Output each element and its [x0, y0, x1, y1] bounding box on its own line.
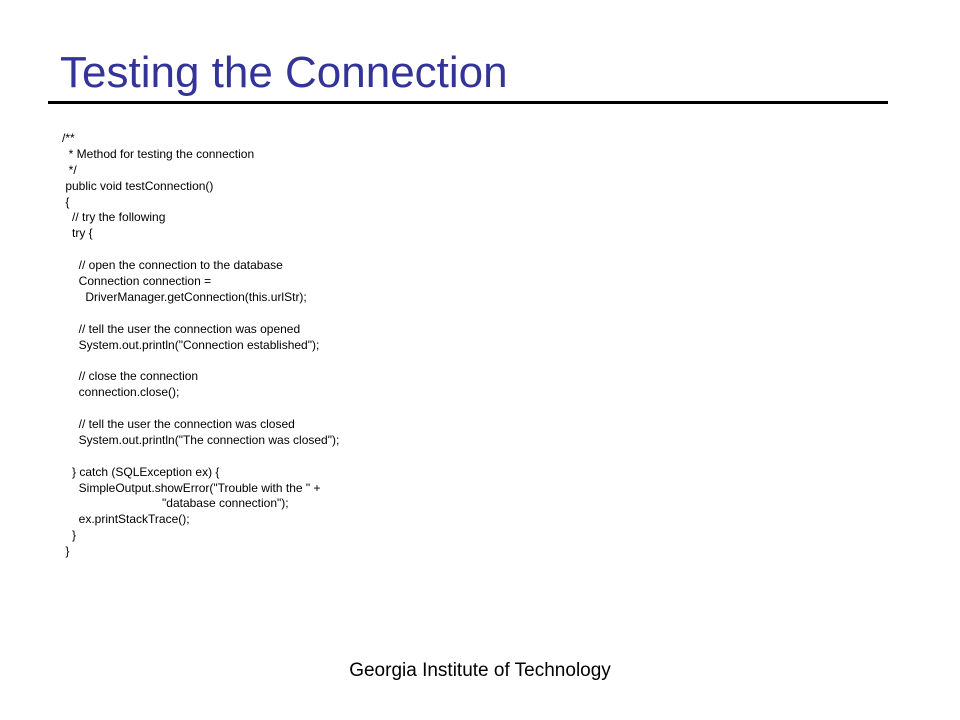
- slide-footer: Georgia Institute of Technology: [349, 660, 611, 681]
- code-line: Connection connection =: [62, 274, 215, 289]
- code-line: {: [62, 194, 70, 209]
- code-line: }: [62, 528, 77, 543]
- code-line: * Method for testing the connection: [62, 146, 255, 161]
- code-line: SimpleOutput.showError("Trouble with the " +: [62, 480, 324, 495]
- code-line: try {: [62, 226, 93, 241]
- code-line: } catch (SQLException ex) {: [62, 464, 220, 479]
- code-line: /**: [62, 131, 75, 145]
- code-line: [62, 242, 862, 258]
- code-line: // tell the user the connection was opened: [62, 321, 301, 336]
- code-line: ex.printStackTrace();: [62, 512, 190, 527]
- code-line: public void testConnection(): [62, 178, 214, 193]
- code-block: [62, 131, 862, 560]
- code-line: DriverManager.getConnection(this.urlStr);: [62, 289, 307, 304]
- code-line: // try the following: [62, 210, 166, 225]
- title-underline: [48, 101, 888, 104]
- code-line: [62, 353, 862, 369]
- code-line: connection.close();: [62, 385, 180, 400]
- slide-title: Testing the Connection: [60, 48, 508, 97]
- code-line: [62, 306, 862, 322]
- code-line: "database connection");: [62, 496, 289, 511]
- code-line: */: [62, 162, 77, 177]
- code-line: [62, 449, 862, 465]
- code-line: // open the connection to the database: [62, 258, 283, 273]
- code-line: System.out.println("The connection was closed");: [62, 432, 340, 447]
- code-line: }: [62, 544, 70, 559]
- code-line: // tell the user the connection was closed: [62, 417, 295, 432]
- code-line: [62, 401, 862, 417]
- code-line: System.out.println("Connection established");: [62, 337, 320, 352]
- code-line: // close the connection: [62, 369, 199, 384]
